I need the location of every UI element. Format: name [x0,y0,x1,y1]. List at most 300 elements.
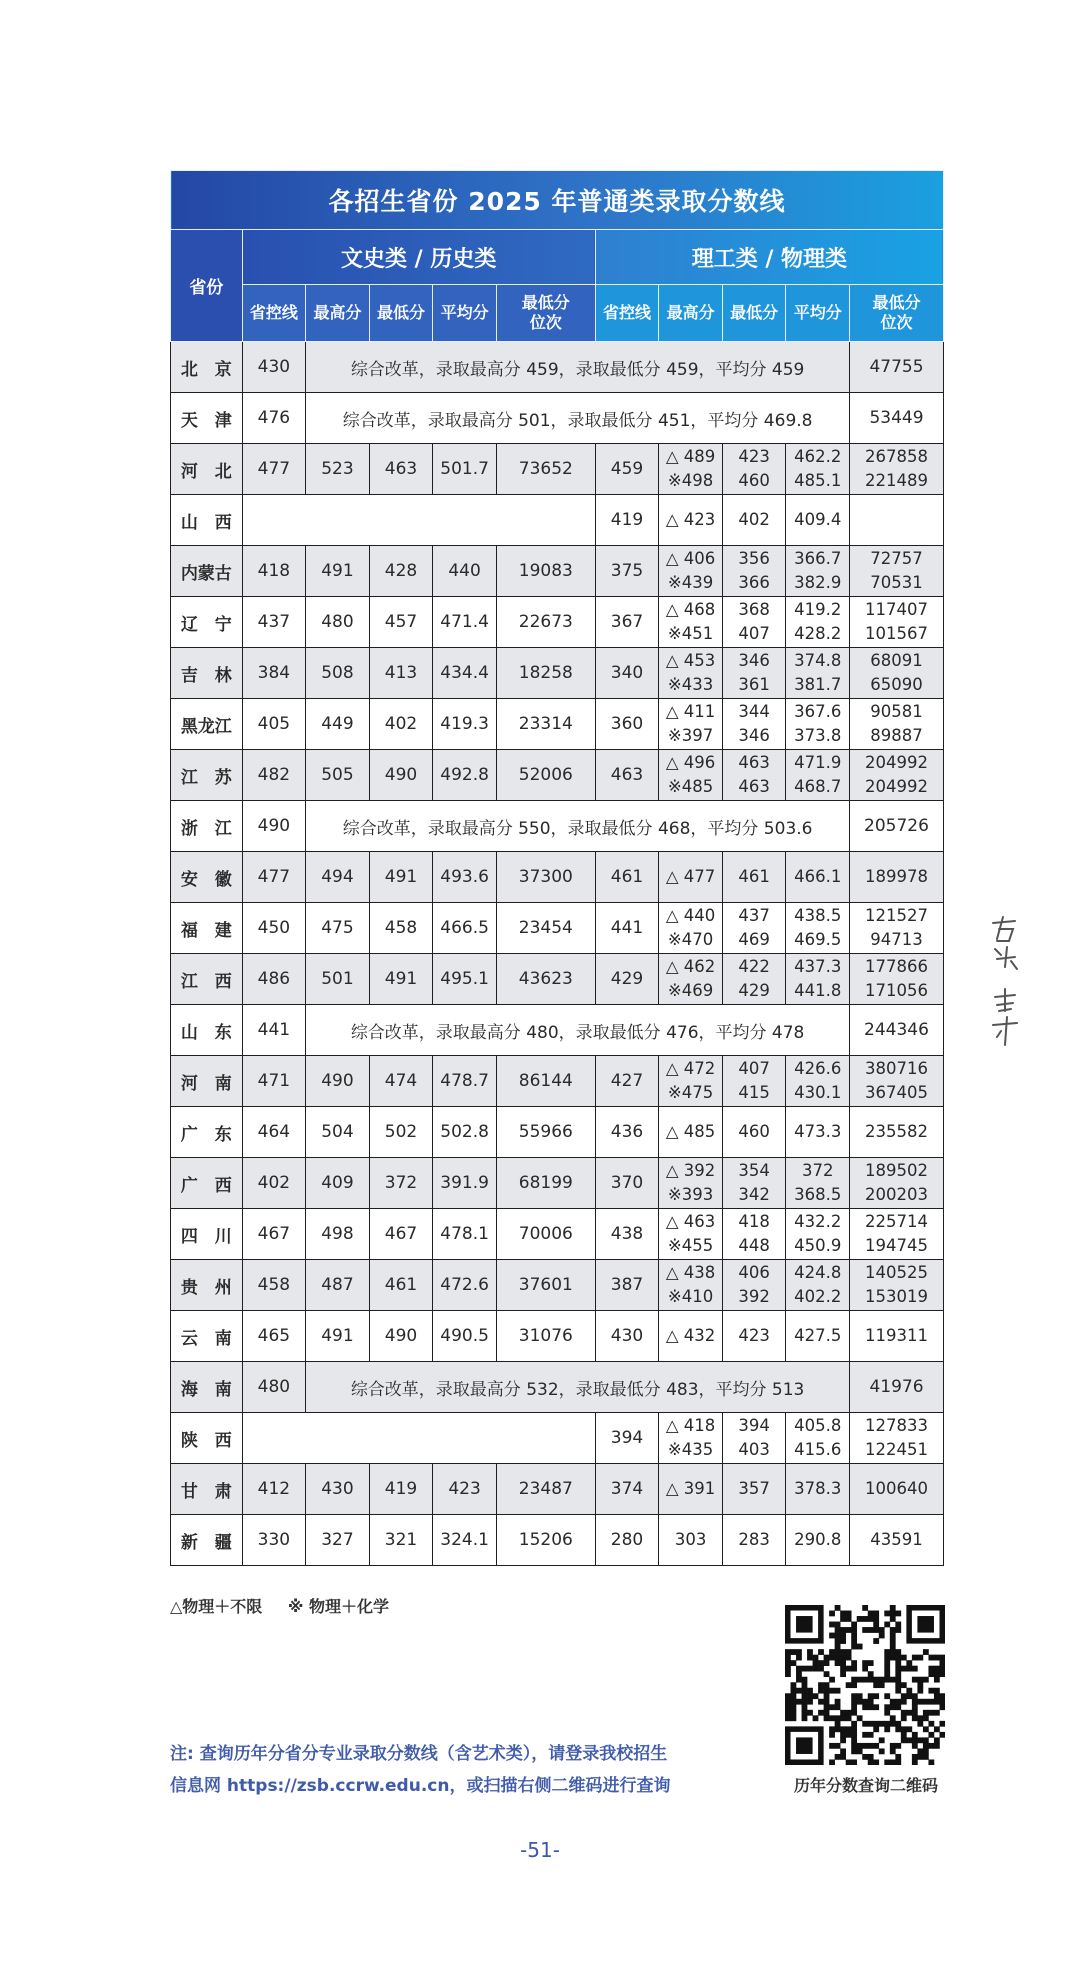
table-cell: 461 [595,852,659,903]
table-cell: 486 [242,954,306,1005]
cell-value: 101567 [865,624,928,643]
table-cell: 340 [595,648,659,699]
table-cell [786,1515,850,1566]
table-cell: 490 [306,1056,370,1107]
cell-value: ※455 [667,1236,714,1255]
qr-code[interactable] [785,1605,945,1765]
group-header-history: 文史类 / 历史类 [242,230,595,285]
page-number: -51- [520,1838,560,1862]
cell-value: 225714 [865,1212,928,1231]
table-row [171,750,944,801]
legend-item-physics-any: △物理＋不限 [170,1597,263,1616]
cell-value: ※470 [667,930,714,949]
table-cell: 477 [242,852,306,903]
table-cell [850,954,944,1005]
cell-value: 283 [738,1530,770,1549]
table-row [171,495,944,546]
table-cell [722,1464,786,1515]
table-row [171,1158,944,1209]
table-cell [722,903,786,954]
table-row [171,444,944,495]
table-cell: 523 [306,444,370,495]
province-cell: 云 南 [171,1311,243,1362]
table-cell [659,750,723,801]
table-cell: 413 [369,648,433,699]
table-cell [722,597,786,648]
province-cell: 四 川 [171,1209,243,1260]
cell-value: △ 406 [665,549,716,568]
table-cell [659,1158,723,1209]
table-cell: 418 [242,546,306,597]
table-cell [850,597,944,648]
table-cell [786,1158,850,1209]
table-cell [659,597,723,648]
table-cell: 53449 [850,393,944,444]
cell-value: 90581 [870,702,923,721]
cell-value: 361 [738,675,770,694]
table-row [171,801,944,852]
province-cell: 河 北 [171,444,243,495]
cell-value: 462.2 [794,447,842,466]
cell-value: 346 [738,651,770,670]
cell-value: 357 [738,1479,770,1498]
table-cell: 501 [306,954,370,1005]
table-cell: 31076 [496,1311,595,1362]
table-cell [786,495,850,546]
province-cell: 陕 西 [171,1413,243,1464]
table-cell: 394 [595,1413,659,1464]
province-cell: 江 苏 [171,750,243,801]
cell-value: 122451 [865,1440,928,1459]
cell-value: 406 [738,1263,770,1282]
province-cell: 甘 肃 [171,1464,243,1515]
cell-value: △ 496 [665,753,716,772]
table-cell [659,1464,723,1515]
col-min-score: 最低分 [369,285,433,342]
table-cell: 466.5 [433,903,497,954]
province-cell: 山 东 [171,1005,243,1056]
table-cell: 504 [306,1107,370,1158]
table-cell: 491 [369,852,433,903]
table-cell: 402 [242,1158,306,1209]
cell-value: 422 [738,957,770,976]
table-cell: 441 [595,903,659,954]
table-cell [850,1515,944,1566]
table-cell: 463 [595,750,659,801]
table-cell: 205726 [850,801,944,852]
table-cell [786,852,850,903]
table-cell: 471 [242,1056,306,1107]
footnote-line[interactable]: 信息网 https://zsb.ccrw.edu.cn，或扫描右侧二维码进行查询 [170,1776,671,1796]
table-cell: 360 [595,699,659,750]
cell-value: 373.8 [794,726,842,745]
cell-value: 380716 [865,1059,928,1078]
cell-value: 342 [738,1185,770,1204]
table-cell [659,546,723,597]
cell-value: △ 468 [665,600,716,619]
table-cell [850,1464,944,1515]
col-control-line: 省控线 [595,285,659,342]
table-cell: 280 [595,1515,659,1566]
reform-note-cell: 综合改革，录取最高分 532，录取最低分 483，平均分 513 [306,1362,850,1413]
table-cell: 430 [306,1464,370,1515]
cell-value: 267858 [865,447,928,466]
table-cell [786,903,850,954]
table-cell [786,750,850,801]
table-row [171,1056,944,1107]
cell-value: 65090 [870,675,923,694]
table-cell: 405 [242,699,306,750]
col-max-score: 最高分 [306,285,370,342]
cell-value: 194745 [865,1236,928,1255]
cell-value: △ 423 [665,510,716,529]
reform-note-cell: 综合改革，录取最高分 459，录取最低分 459，平均分 459 [306,342,850,393]
cell-value: ※475 [667,1083,714,1102]
table-cell [659,1311,723,1362]
cell-value: 463 [738,777,770,796]
cell-value: △ 477 [665,867,716,886]
province-cell: 广 西 [171,1158,243,1209]
table-cell: 502 [369,1107,433,1158]
table-cell: 429 [595,954,659,1005]
footnote-line: 注: 查询历年分省分专业录取分数线（含艺术类），请登录我校招生 [170,1744,668,1764]
table-cell: 430 [242,342,306,393]
table-cell: 475 [306,903,370,954]
empty-cell [242,1413,595,1464]
table-cell: 491 [306,546,370,597]
cell-value: 402 [738,510,770,529]
province-cell: 山 西 [171,495,243,546]
table-cell [786,1056,850,1107]
table-cell: 438 [595,1209,659,1260]
table-row [171,699,944,750]
table-cell: 464 [242,1107,306,1158]
score-table [170,170,944,1566]
cell-value: 153019 [865,1287,928,1306]
table-cell: 15206 [496,1515,595,1566]
cell-value: △ 438 [665,1263,716,1282]
table-cell [850,699,944,750]
table-cell: 440 [433,546,497,597]
calligraphy-seal [985,915,1025,1050]
cell-value: 354 [738,1161,770,1180]
table-cell: 495.1 [433,954,497,1005]
cell-value: ※451 [667,624,714,643]
cell-value: 94713 [870,930,923,949]
cell-value: 177866 [865,957,928,976]
table-cell: 472.6 [433,1260,497,1311]
cell-value: 70531 [870,573,923,592]
cell-value: △ 411 [665,702,716,721]
table-cell [850,1413,944,1464]
table-cell: 41976 [850,1362,944,1413]
table-cell [659,1413,723,1464]
table-cell: 490 [242,801,306,852]
cell-value: 407 [738,624,770,643]
province-cell: 贵 州 [171,1260,243,1311]
cell-value: 437 [738,906,770,925]
reform-note-cell: 综合改革，录取最高分 501，录取最低分 451，平均分 469.8 [306,393,850,444]
table-cell [786,597,850,648]
reform-note-cell: 综合改革，录取最高分 550，录取最低分 468，平均分 503.6 [306,801,850,852]
legend [170,1594,409,1617]
table-cell [659,954,723,1005]
cell-value: 463 [738,753,770,772]
cell-value: △ 463 [665,1212,716,1231]
table-cell: 458 [242,1260,306,1311]
province-cell: 天 津 [171,393,243,444]
table-cell: 467 [242,1209,306,1260]
table-cell: 459 [595,444,659,495]
table-cell: 478.1 [433,1209,497,1260]
cell-value: 366 [738,573,770,592]
cell-value: 415 [738,1083,770,1102]
cell-value: △ 472 [665,1059,716,1078]
cell-value: 89887 [870,726,923,745]
table-cell: 490.5 [433,1311,497,1362]
cell-value: 367.6 [794,702,842,721]
table-cell: 86144 [496,1056,595,1107]
table-cell: 427 [595,1056,659,1107]
table-row [171,1311,944,1362]
province-header: 省份 [171,230,243,342]
cell-value: 471.9 [794,753,842,772]
col-min-rank: 最低分 位次 [850,285,944,342]
cell-value: 121527 [865,906,928,925]
cell-value: 485.1 [794,471,842,490]
province-cell: 北 京 [171,342,243,393]
table-row [171,1413,944,1464]
cell-value: 204992 [865,753,928,772]
table-cell: 370 [595,1158,659,1209]
table-cell: 244346 [850,1005,944,1056]
cell-value: ※410 [667,1287,714,1306]
table-cell: 19083 [496,546,595,597]
cell-value: 473.3 [794,1122,842,1141]
table-cell [722,1413,786,1464]
table-cell: 441 [242,1005,306,1056]
cell-value: 409.4 [794,510,842,529]
cell-value: 423 [738,447,770,466]
cell-value: ※485 [667,777,714,796]
table-body [171,342,944,1566]
table-cell [786,1413,850,1464]
cell-value: 407 [738,1059,770,1078]
cell-value: 356 [738,549,770,568]
cell-value: 366.7 [794,549,842,568]
col-min-score: 最低分 [722,285,786,342]
table-cell: 467 [369,1209,433,1260]
table-cell [850,495,944,546]
table-cell: 367 [595,597,659,648]
reform-note-cell: 综合改革，录取最高分 480，录取最低分 476，平均分 478 [306,1005,850,1056]
table-cell: 412 [242,1464,306,1515]
cell-value: 189502 [865,1161,928,1180]
table-cell [722,648,786,699]
cell-value: 428.2 [794,624,842,643]
table-cell [786,546,850,597]
table-cell [850,750,944,801]
cell-value: 450.9 [794,1236,842,1255]
table-cell [659,903,723,954]
col-min-rank: 最低分 位次 [496,285,595,342]
table-cell [786,1107,850,1158]
table-cell: 463 [369,444,433,495]
table-cell: 492.8 [433,750,497,801]
table-cell [786,699,850,750]
table-cell: 374 [595,1464,659,1515]
table-cell [850,903,944,954]
cell-value: ※469 [667,981,714,1000]
cell-value: 221489 [865,471,928,490]
cell-value: 405.8 [794,1416,842,1435]
table-row [171,1005,944,1056]
table-cell [722,444,786,495]
cell-value: 418 [738,1212,770,1231]
province-cell: 黑龙江 [171,699,243,750]
table-cell [722,1515,786,1566]
province-cell: 安 徽 [171,852,243,903]
group-header-physics: 理工类 / 物理类 [595,230,943,285]
cell-value: 127833 [865,1416,928,1435]
cell-value: 303 [674,1530,707,1549]
table-cell: 22673 [496,597,595,648]
cell-value: 468.7 [794,777,842,796]
province-cell: 海 南 [171,1362,243,1413]
province-cell: 广 东 [171,1107,243,1158]
table-cell [722,750,786,801]
cell-value: 344 [738,702,770,721]
cell-value: 378.3 [794,1479,842,1498]
cell-value: 171056 [865,981,928,1000]
cell-value: 415.6 [794,1440,842,1459]
cell-value: 68091 [870,651,923,670]
cell-value: △ 432 [665,1326,716,1345]
cell-value: 437.3 [794,957,842,976]
table-row [171,597,944,648]
table-cell [659,444,723,495]
table-cell: 52006 [496,750,595,801]
table-cell: 487 [306,1260,370,1311]
cell-value: △ 453 [665,651,716,670]
table-cell: 18258 [496,648,595,699]
cell-value: 469.5 [794,930,842,949]
province-cell: 吉 林 [171,648,243,699]
table-cell [722,954,786,1005]
province-cell: 浙 江 [171,801,243,852]
cell-value: 461 [738,867,770,886]
province-cell: 江 西 [171,954,243,1005]
table-cell [786,954,850,1005]
cell-value: 448 [738,1236,770,1255]
table-cell: 37300 [496,852,595,903]
cell-value: △ 418 [665,1416,716,1435]
table-cell: 70006 [496,1209,595,1260]
table-cell: 330 [242,1515,306,1566]
table-cell [850,1107,944,1158]
col-max-score: 最高分 [659,285,723,342]
cell-value: 235582 [865,1122,928,1141]
cell-value: 117407 [865,600,928,619]
col-control-line: 省控线 [242,285,306,342]
table-cell: 491 [306,1311,370,1362]
province-cell: 新 疆 [171,1515,243,1566]
cell-value: 402.2 [794,1287,842,1306]
table-cell: 457 [369,597,433,648]
table-cell [659,1056,723,1107]
table-cell: 384 [242,648,306,699]
cell-value: 382.9 [794,573,842,592]
table-row [171,1209,944,1260]
cell-value: 427.5 [794,1326,842,1345]
table-cell [850,546,944,597]
cell-value: 423 [738,1326,770,1345]
table-cell: 387 [595,1260,659,1311]
table-cell: 501.7 [433,444,497,495]
table-row [171,1464,944,1515]
cell-value: 43591 [870,1530,923,1549]
cell-value: 189978 [865,867,928,886]
table-cell [850,1056,944,1107]
table-cell: 43623 [496,954,595,1005]
cell-value: △ 392 [665,1161,716,1180]
cell-value: 381.7 [794,675,842,694]
table-cell: 419 [595,495,659,546]
table-cell: 434.4 [433,648,497,699]
table-row [171,954,944,1005]
table-cell [722,1260,786,1311]
table-row [171,903,944,954]
table-cell: 505 [306,750,370,801]
cell-value: 469 [738,930,770,949]
table-cell [659,648,723,699]
table-cell: 449 [306,699,370,750]
table-cell: 23454 [496,903,595,954]
cell-value: 460 [738,1122,770,1141]
table-cell: 430 [595,1311,659,1362]
table-cell [722,1209,786,1260]
table-cell: 450 [242,903,306,954]
table-cell [659,495,723,546]
table-cell: 476 [242,393,306,444]
cell-value: 460 [738,471,770,490]
table-cell: 465 [242,1311,306,1362]
table-cell [850,1158,944,1209]
table-cell: 372 [369,1158,433,1209]
table-cell [850,444,944,495]
table-cell: 402 [369,699,433,750]
qr-caption: 历年分数查询二维码 [793,1776,938,1795]
table-cell [850,852,944,903]
table-cell [722,1311,786,1362]
table-cell: 490 [369,1311,433,1362]
table-row [171,1260,944,1311]
table-row [171,342,944,393]
cell-value: 367405 [865,1083,928,1102]
table-cell: 68199 [496,1158,595,1209]
table-cell [659,1260,723,1311]
table-cell: 494 [306,852,370,903]
table-cell [722,852,786,903]
table-cell [659,852,723,903]
footnote [170,1738,730,1802]
cell-value: 140525 [865,1263,928,1282]
cell-value: 100640 [865,1479,928,1498]
table-row [171,546,944,597]
col-avg-score: 平均分 [433,285,497,342]
cell-value: 441.8 [794,981,842,1000]
table-cell: 419.3 [433,699,497,750]
